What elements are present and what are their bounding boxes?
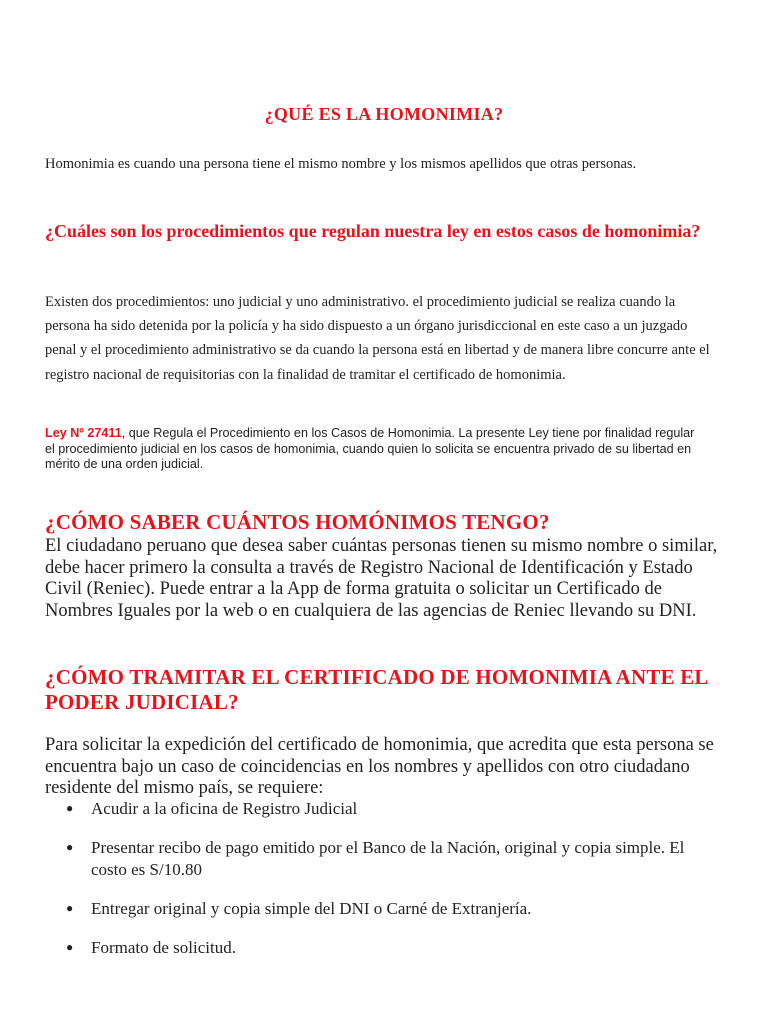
page-title: ¿QUÉ ES LA HOMONIMIA? xyxy=(264,104,504,124)
procedures-paragraph: Existen dos procedimientos: uno judicial y uno administrativo. el procedimiento judicial se realiza cuando la persona ha sido detenida por la policía y ha sido dispuesto a un órgano jurisdiccional en este caso a un juzgado penal y el procedimiento administrativo se da cuando la persona está en libertad y de manera libre concurre ante el registro nacional de requisitorias con la finalidad de tramitar el certificado de homonimia. xyxy=(45,294,710,383)
list-item-text: Presentar recibo de pago emitido por el Banco de la Nación, original y copia simple. El costo es S/10.80 xyxy=(91,838,685,879)
list-item-text: Acudir a la oficina de Registro Judicial xyxy=(91,799,358,818)
how-many-paragraph: El ciudadano peruano que desea saber cuántas personas tienen su mismo nombre o similar, debe hacer primero la consulta a través de Registro Nacional de Identificación y Estado Civil (Reniec). Puede entrar a la App de forma gratuita o solicitar un Certificado de Nombres Iguales por la web o en cualquiera de las agencias de Reniec llevando su DNI. xyxy=(45,536,718,621)
bullet-icon: ● xyxy=(66,901,74,915)
bullet-icon: ● xyxy=(66,801,74,815)
certificate-paragraph: Para solicitar la expedición del certificado de homonimia, que acredita que esta persona se encuentra bajo un caso de coincidencias en los nombres y apellidos con otro ciudadano residente del mismo país, se requiere: xyxy=(45,735,714,798)
bullet-icon: ● xyxy=(66,940,74,954)
bullet-icon: ● xyxy=(66,840,74,854)
how-many-heading: ¿CÓMO SABER CUÁNTOS HOMÓNIMOS TENGO? xyxy=(45,510,550,534)
definition-paragraph: Homonimia es cuando una persona tiene el mismo nombre y los mismos apellidos que otras personas. xyxy=(45,156,637,172)
certificate-heading: ¿CÓMO TRAMITAR EL CERTIFICADO DE HOMONIMIA ANTE EL PODER JUDICIAL? xyxy=(45,665,708,714)
list-item-text: Formato de solicitud. xyxy=(91,938,236,957)
law-name: Ley Nº 27411 xyxy=(45,426,122,440)
law-paragraph xyxy=(45,426,705,473)
law-text: , que Regula el Procedimiento en los Casos de Homonimia. La presente Ley tiene por finalidad regular el procedimiento judicial en los casos de homonimia, cuando quien lo solicita se encuentra privado de su libertad en mérito de una orden judicial. xyxy=(45,426,695,472)
list-item-text: Entregar original y copia simple del DNI o Carné de Extranjería. xyxy=(91,899,532,918)
procedures-heading: ¿Cuáles son los procedimientos que regulan nuestra ley en estos casos de homonimia? xyxy=(45,221,701,241)
